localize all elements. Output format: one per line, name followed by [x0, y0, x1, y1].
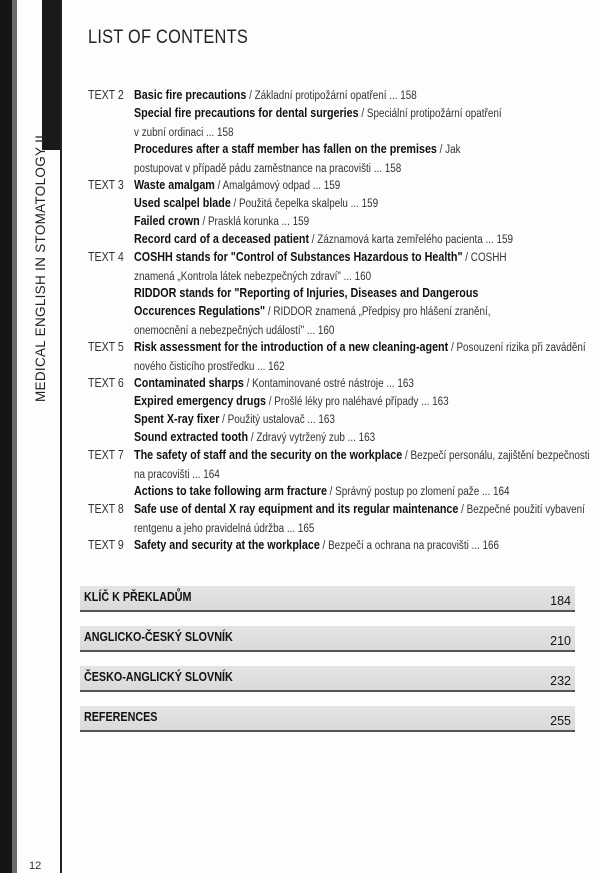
contents-list [88, 86, 588, 554]
text-label: TEXT 9 [88, 538, 124, 552]
toc-entry[interactable]: TEXT 6 Contaminated sharps / Kontaminované ostré nástroje ... 163 [88, 376, 414, 390]
toc-entry[interactable]: Sound extracted tooth / Zdravý vytržený zub ... 163 [134, 430, 376, 444]
section-bar-translation-key[interactable] [80, 586, 575, 612]
spine-edge [0, 0, 12, 873]
toc-entry[interactable]: TEXT 9 Safety and security at the workplace / Bezpečí a ochrana na pracovišti ... 166 [88, 538, 500, 552]
text-label: TEXT 4 [88, 250, 124, 264]
text-label: TEXT 7 [88, 448, 124, 462]
toc-entry[interactable]: Record card of a deceased patient / Záznamová karta zemřelého pacienta ... 159 [134, 232, 514, 246]
text-label: TEXT 6 [88, 376, 124, 390]
toc-entry[interactable]: Failed crown / Prasklá korunka ... 159 [134, 214, 310, 228]
section-title: ČESKO-ANGLICKÝ SLOVNÍK [84, 670, 233, 684]
text-label: TEXT 8 [88, 502, 124, 516]
toc-entry[interactable]: TEXT 5 Risk assessment for the introduction of a new cleaning-agent / Posouzení rizika při zavádění nového čisticího prostředku ... 162 [88, 340, 586, 373]
toc-entry[interactable]: Procedures after a staff member has fallen on the premises / Jak postupovat v případě pádu zaměstnance na pracovišti ... 158 [134, 142, 461, 175]
page-title: LIST OF CONTENTS [88, 27, 248, 48]
toc-entry[interactable]: TEXT 8 Safe use of dental X ray equipment and its regular maintenance / Bezpečné použití vybavení rentgenu a jeho pravidelná údržba ... 165 [88, 502, 585, 535]
spine-rule [60, 0, 62, 873]
section-title: ANGLICKO-ČESKÝ SLOVNÍK [84, 630, 233, 644]
section-page: 232 [550, 674, 571, 688]
toc-entry[interactable]: TEXT 7 The safety of staff and the security on the workplace / Bezpečí personálu, zajištění bezpečnosti na pracovišti ... 164 [88, 448, 590, 481]
section-title: KLÍČ K PŘEKLADŮM [84, 590, 192, 604]
toc-entry[interactable]: Expired emergency drugs / Prošlé léky pro naléhavé případy ... 163 [134, 394, 449, 408]
toc-entry[interactable]: Special fire precautions for dental surgeries / Speciální protipožární opatření v zubní ordinaci ... 158 [134, 106, 502, 139]
section-bar-references[interactable] [80, 706, 575, 732]
section-bar-english-czech-dictionary[interactable] [80, 626, 575, 652]
section-page: 210 [550, 634, 571, 648]
section-bar-czech-english-dictionary[interactable] [80, 666, 575, 692]
page-number: 12 [29, 860, 42, 872]
section-page: 184 [550, 594, 571, 608]
spine-dark-band [42, 0, 60, 150]
text-label: TEXT 5 [88, 340, 124, 354]
spine-edge-shadow [12, 0, 17, 873]
toc-entry[interactable]: TEXT 2 Basic fire precautions / Základní protipožární opatření ... 158 [88, 88, 417, 102]
toc-entry[interactable]: RIDDOR stands for "Reporting of Injuries, Diseases and Dangerous Occurences Regulations" / RIDDOR znamená „Předpisy pro hlášení zranění, onemocnění a nebezpečných událostí" ... 160 [134, 286, 491, 337]
toc-entry[interactable]: Spent X-ray fixer / Použitý ustalovač ... 163 [134, 412, 335, 426]
toc-entry[interactable]: Actions to take following arm fracture / Správný postup po zlomení paže ... 164 [134, 484, 510, 498]
toc-entry[interactable]: Used scalpel blade / Použitá čepelka skalpelu ... 159 [134, 196, 379, 210]
toc-entry[interactable]: TEXT 3 Waste amalgam / Amalgámový odpad ... 159 [88, 178, 341, 192]
text-label: TEXT 2 [88, 88, 124, 102]
toc-entry[interactable]: TEXT 4 COSHH stands for "Control of Substances Hazardous to Health" / COSHH znamená „Kontrola látek nebezpečných zdraví" ... 160 [88, 250, 507, 283]
text-label: TEXT 3 [88, 178, 124, 192]
section-page: 255 [550, 714, 571, 728]
section-title: REFERENCES [84, 710, 158, 724]
